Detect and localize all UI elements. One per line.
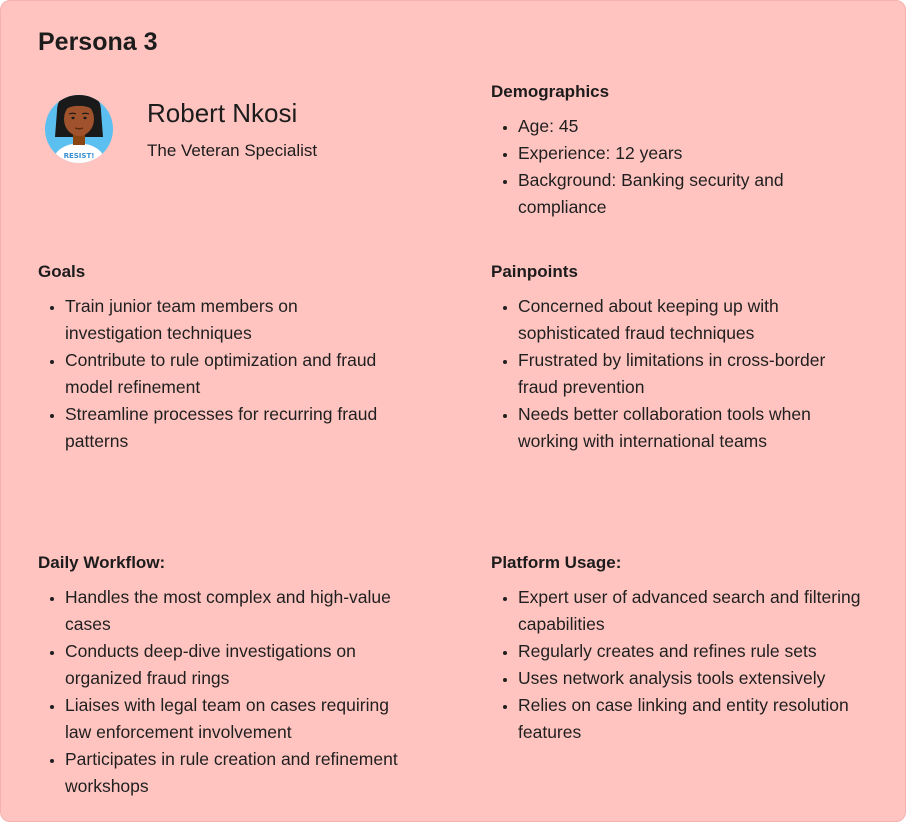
list-item: • Train junior team members on investigation techniques (65, 293, 398, 347)
list-item: • Contribute to rule optimization and fraud model refinement (65, 347, 398, 401)
demographics-heading: Demographics (491, 82, 610, 101)
list-item: • Frustrated by limitations in cross-border fraud prevention (518, 347, 831, 401)
list-item: • Relies on case linking and entity resolution features (518, 692, 871, 746)
list-item: • Conducts deep-dive investigations on organized fraud rings (65, 638, 418, 692)
person-name: Robert Nkosi (147, 98, 298, 128)
list-item: • Regularly creates and refines rule sets (518, 638, 871, 665)
avatar-illustration (43, 87, 115, 165)
page-title: Persona 3 (38, 28, 158, 56)
list-item: • Participates in rule creation and refinement workshops (65, 746, 418, 800)
painpoints-section (491, 261, 831, 455)
list-item: • Experience: 12 years (518, 140, 851, 167)
list-item: • Age: 45 (518, 113, 851, 140)
goals-section (38, 261, 398, 455)
list-item: • Streamline processes for recurring fraud patterns (65, 401, 398, 455)
daily-workflow-heading: Daily Workflow: (38, 553, 166, 572)
person-tagline: The Veteran Specialist (147, 141, 318, 160)
platform-usage-list (491, 584, 871, 746)
list-item: • Uses network analysis tools extensively (518, 665, 871, 692)
platform-usage-heading: Platform Usage: (491, 553, 622, 572)
painpoints-heading: Painpoints (491, 262, 578, 281)
daily-workflow-section (38, 552, 418, 800)
platform-usage-section (491, 552, 871, 746)
goals-heading: Goals (38, 262, 86, 281)
goals-list (38, 293, 398, 455)
avatar (43, 87, 115, 165)
list-item: • Liaises with legal team on cases requiring law enforcement involvement (65, 692, 418, 746)
list-item: • Needs better collaboration tools when working with international teams (518, 401, 831, 455)
list-item: • Background: Banking security and compliance (518, 167, 851, 221)
demographics-list (491, 113, 851, 221)
list-item: • Concerned about keeping up with sophisticated fraud techniques (518, 293, 831, 347)
painpoints-list (491, 293, 831, 455)
daily-workflow-list (38, 584, 418, 800)
demographics-section (491, 81, 851, 221)
list-item: • Expert user of advanced search and filtering capabilities (518, 584, 871, 638)
list-item: • Handles the most complex and high-value cases (65, 584, 418, 638)
avatar-shirt-text: RESIST! (63, 152, 95, 160)
